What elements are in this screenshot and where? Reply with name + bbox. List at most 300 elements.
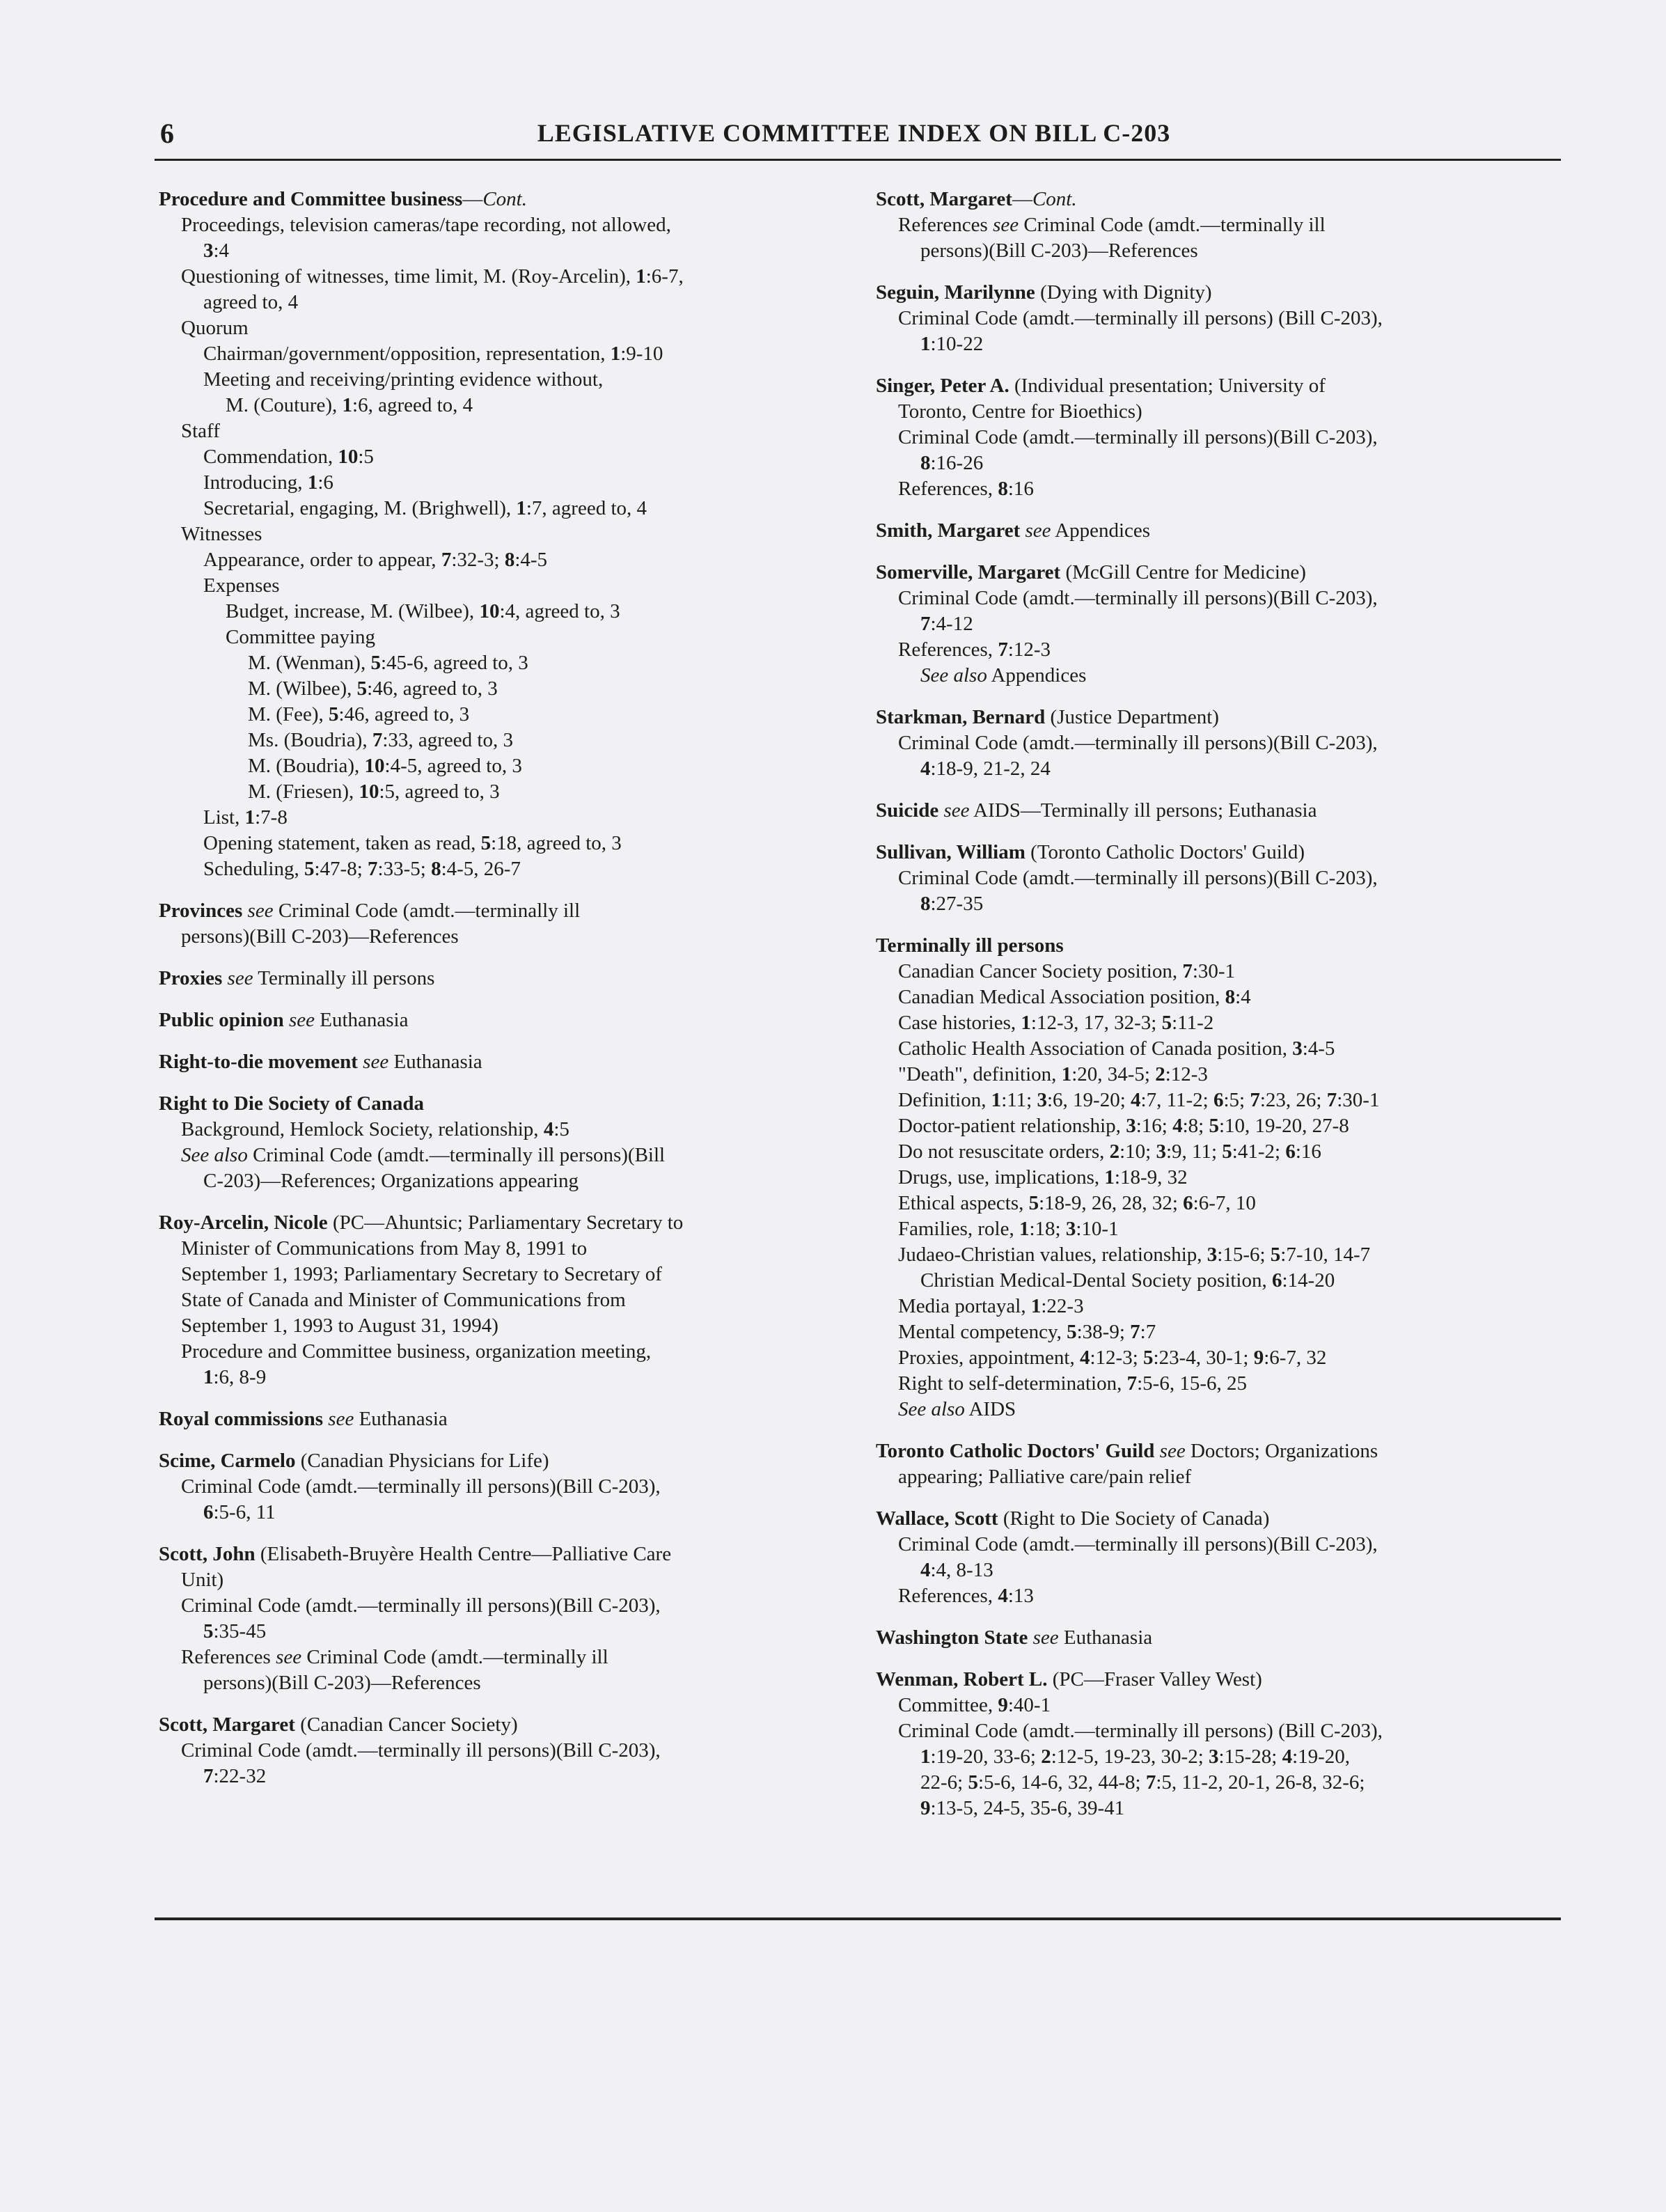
text-segment [938,799,943,822]
bold-text: 7 [1182,960,1193,982]
bold-text: 9 [920,1797,931,1819]
text-segment: :8; [1182,1115,1209,1137]
text-segment: Doctor-patient relationship, [898,1115,1126,1137]
index-subentry-line [159,702,855,728]
text-segment: :47-8; [314,858,368,880]
bold-text: 5 [1028,1192,1039,1214]
text-segment: 22-6; [920,1771,968,1794]
text-segment: Criminal Code (amdt.—terminally ill persons)(Bill C-203), [181,1475,661,1498]
text-segment: — [462,188,483,210]
text-segment: :5 [553,1118,569,1140]
bold-text: Terminally ill persons [876,934,1064,957]
text-segment [1154,1440,1159,1462]
index-subentry-line [159,341,855,367]
index-subentry-line [876,1796,1572,1821]
text-segment: :18, agreed to, 3 [491,832,622,854]
bold-text: 1 [203,1366,214,1388]
index-entry [159,187,855,882]
text-segment: :6 [317,471,333,494]
bold-text: 1 [342,394,353,416]
index-subentry-line [159,393,855,418]
text-segment: Toronto, Centre for Bioethics) [898,400,1142,423]
text-segment: (Canadian Cancer Society) [294,1713,518,1736]
bold-text: 7 [203,1765,214,1787]
text-segment: :33, agreed to, 3 [382,729,513,751]
text-segment: :7-10, 14-7 [1280,1244,1371,1266]
index-subentry-line [159,418,855,444]
index-subentry-line [159,238,855,264]
bold-text: 7 [1126,1372,1138,1395]
text-segment: :5, 11-2, 20-1, 26-8, 32-6; [1156,1771,1365,1794]
index-subentry-line [876,238,1572,264]
index-subentry-line [876,1693,1572,1718]
index-entry [159,1049,855,1075]
text-segment: :22-3 [1041,1295,1084,1317]
italic-text: see [247,900,274,922]
index-subentry-line [159,1764,855,1789]
bold-text: Right to Die Society of Canada [159,1092,425,1115]
text-segment: Criminal Code (amdt.—terminally ill persons)(Bill C-203), [898,1533,1378,1555]
text-segment: References, [898,478,998,500]
index-entry-heading-line [876,373,1572,399]
index-entry-heading-line [876,1506,1572,1532]
text-segment: persons)(Bill C-203)—References [181,925,459,948]
index-entry [159,1542,855,1696]
bold-text: 4 [920,1559,931,1581]
text-segment: :6, 8-9 [213,1366,267,1388]
index-column-left [159,187,855,1805]
bold-text: 6 [1272,1269,1282,1292]
index-subentry-line [876,637,1572,663]
bold-text: 7 [1145,1771,1156,1794]
text-segment: Budget, increase, M. (Wilbee), [226,600,480,622]
text-segment: :4 [213,240,230,262]
index-entry-heading-line [159,1448,855,1474]
index-entry [876,1506,1572,1609]
index-subentry-line [159,573,855,599]
text-segment: Criminal Code (amdt.—terminally ill persons)(Bill C-203), [898,587,1378,609]
text-segment: :7, agreed to, 4 [526,497,647,519]
index-subentry-line [159,212,855,238]
index-subentry-line [159,676,855,702]
bold-text: 3 [1209,1746,1219,1768]
index-subentry-line [159,315,855,341]
text-segment: Canadian Cancer Society position, [898,960,1183,982]
text-segment: — [1012,188,1032,210]
text-segment: :11; [1001,1089,1037,1111]
index-subentry-line [159,753,855,779]
bold-text: 9 [998,1694,1008,1716]
text-segment: Families, role, [898,1218,1019,1240]
index-subentry-line [876,1062,1572,1088]
text-segment: :9-10 [620,343,663,365]
bold-text: 1 [516,497,526,519]
index-entry [159,1210,855,1390]
bold-text: 1 [244,806,256,829]
index-subentry-line [876,985,1572,1010]
text-segment: (Justice Department) [1045,706,1219,728]
text-segment: (PC—Fraser Valley West) [1047,1668,1262,1691]
text-segment: :16 [1295,1140,1321,1163]
index-entry [159,1091,855,1194]
text-segment: :12-3; [1090,1347,1144,1369]
text-segment: M. (Boudria), [248,755,365,777]
text-segment: :18-9, 26, 28, 32; [1039,1192,1184,1214]
text-segment: M. (Couture), [226,394,343,416]
bold-text: 3 [1065,1218,1076,1240]
text-segment: Secretarial, engaging, M. (Brighwell), [203,497,517,519]
text-segment: :5 [358,446,374,468]
bold-text: 7 [372,729,383,751]
bold-text: Sullivan, William [876,841,1025,863]
index-subentry-line [876,1191,1572,1216]
text-segment: :6-7, 32 [1264,1347,1327,1369]
index-entry [876,187,1572,264]
text-segment [242,900,247,922]
text-segment: Expenses [203,574,280,597]
text-segment: (Elisabeth-Bruyère Health Centre—Palliative Care [255,1543,672,1565]
bold-text: 7 [441,549,452,571]
text-segment: Appendices [1051,519,1151,542]
bold-text: 7 [368,858,378,880]
bold-text: 1 [920,1746,931,1768]
index-entry-heading-line [159,1007,855,1033]
index-subentry-line [876,865,1572,891]
text-segment: Appearance, order to appear, [203,549,441,571]
bold-text: 1 [636,265,646,288]
bold-text: Public opinion [159,1009,284,1031]
index-entry-heading-line [159,1210,855,1236]
page-header-title: LEGISLATIVE COMMITTEE INDEX ON BILL C-203 [537,119,1171,147]
index-entry [876,518,1572,544]
italic-text: see [993,214,1019,236]
italic-text: see [328,1408,354,1430]
bold-text: 3 [203,240,214,262]
text-segment: Definition, [898,1089,991,1111]
index-subentry-line [159,924,855,950]
text-segment: Terminally ill persons [253,967,435,989]
index-subentry-line [876,1397,1572,1422]
bold-text: 7 [998,638,1008,661]
bold-text: Scime, Carmelo [159,1450,296,1472]
text-segment: :7, 11-2; [1140,1089,1213,1111]
text-segment: :45-6, agreed to, 3 [380,652,528,674]
index-entry [876,705,1572,782]
italic-text: See also [181,1144,248,1166]
index-subentry-line [159,1619,855,1645]
index-entry-heading-line [876,518,1572,544]
index-subentry-line [159,1287,855,1313]
index-entry-heading-line [876,705,1572,730]
bold-text: Wallace, Scott [876,1507,998,1530]
index-subentry-line [159,1143,855,1168]
text-segment: :35-45 [213,1620,267,1642]
bold-text: 5 [203,1620,214,1642]
text-segment: C-203)—References; Organizations appearing [203,1170,579,1192]
text-segment: :46, agreed to, 3 [338,703,470,725]
index-subentry-line [159,650,855,676]
index-subentry-line [876,399,1572,425]
bold-text: 9 [1253,1347,1264,1369]
text-segment: appearing; Palliative care/pain relief [898,1466,1192,1488]
text-segment: Case histories, [898,1012,1021,1034]
text-segment: :6-7, 10 [1193,1192,1256,1214]
bold-text: 4 [998,1585,1008,1607]
index-subentry-line [159,547,855,573]
bold-text: 6 [1285,1140,1296,1163]
text-segment: :6, agreed to, 4 [352,394,473,416]
index-entry [876,933,1572,1422]
bold-text: 6 [1183,1192,1193,1214]
bold-text: 2 [1155,1063,1165,1085]
text-segment: :9, 11; [1165,1140,1223,1163]
text-segment: :10, 19-20, 27-8 [1218,1115,1349,1137]
text-segment: Criminal Code (amdt.—terminally ill persons)(Bill C-203), [181,1594,661,1617]
text-segment: Euthanasia [1058,1626,1153,1649]
index-entry [876,1625,1572,1651]
text-segment: :16-26 [930,452,984,474]
text-segment: M. (Wilbee), [248,677,357,700]
bold-text: 6 [1213,1089,1224,1111]
italic-text: Cont. [1032,188,1077,210]
page-number: 6 [160,118,174,149]
bold-text: 1 [1030,1295,1042,1317]
bold-text: Proxies [159,967,223,989]
bold-text: 2 [1109,1140,1120,1163]
italic-text: see [363,1051,389,1073]
text-segment: :12-3 [1007,638,1051,661]
index-subentry-line [876,1371,1572,1397]
text-segment: :13-5, 24-5, 35-6, 39-41 [930,1797,1125,1819]
index-subentry-line [876,586,1572,611]
bold-text: Procedure and Committee business [159,188,463,210]
text-segment: :18-9, 32 [1114,1166,1188,1189]
index-subentry-line [159,290,855,315]
index-subentry-line [876,1583,1572,1609]
bold-text: 4 [543,1118,554,1140]
text-segment: (Canadian Physicians for Life) [295,1450,549,1472]
index-subentry-line [876,1319,1572,1345]
text-segment: Scheduling, [203,858,304,880]
bold-text: Toronto Catholic Doctors' Guild [876,1440,1155,1462]
text-segment: :11-2 [1172,1012,1214,1034]
text-segment: :4-5, agreed to, 3 [384,755,522,777]
text-segment: Chairman/government/opposition, representation, [203,343,611,365]
header-rule [155,159,1561,161]
text-segment: :23-4, 30-1; [1153,1347,1254,1369]
index-subentry-line [876,1268,1572,1294]
bold-text: 10 [338,446,359,468]
text-segment: Witnesses [181,523,262,545]
index-subentry-line [876,730,1572,756]
index-subentry-line [876,331,1572,357]
text-segment: :32-3; [451,549,505,571]
index-subentry-line [159,1474,855,1500]
bold-text: 1 [1061,1063,1072,1085]
text-segment: AIDS—Terminally ill persons; Euthanasia [969,799,1317,822]
text-segment: :7-8 [255,806,288,829]
text-segment: :33-5; [377,858,432,880]
text-segment: Procedure and Committee business, organization meeting, [181,1340,652,1363]
bold-text: Scott, John [159,1543,256,1565]
text-segment: Unit) [181,1569,224,1591]
bold-text: 7 [1250,1089,1260,1111]
italic-text: See also [920,664,987,687]
bold-text: Roy-Arcelin, Nicole [159,1211,328,1234]
italic-text: see [943,799,970,822]
index-entry [159,1007,855,1033]
index-entry-heading-line [159,1091,855,1117]
bold-text: 7 [920,613,931,635]
index-subentry-line [159,1567,855,1593]
bold-text: 7 [1130,1321,1140,1343]
bold-text: 5 [1067,1321,1077,1343]
text-segment: :16 [1007,478,1034,500]
index-subentry-line [159,521,855,547]
text-segment: Ms. (Boudria), [248,729,372,751]
index-entry [876,840,1572,917]
index-subentry-line [876,1216,1572,1242]
text-segment: :10-22 [930,333,984,355]
italic-text: see [1025,519,1051,542]
bold-text: 5 [1270,1244,1281,1266]
text-segment: Christian Medical-Dental Society position, [920,1269,1272,1292]
index-subentry-line [876,1088,1572,1113]
text-segment: Canadian Medical Association position, [898,986,1225,1008]
text-segment: State of Canada and Minister of Communications from [181,1289,626,1311]
index-subentry-line [876,1464,1572,1490]
text-segment: :5-6, 11 [213,1501,276,1523]
text-segment: Drugs, use, implications, [898,1166,1105,1189]
text-segment [222,967,227,989]
text-segment: Appendices [987,664,1087,687]
index-entry [159,966,855,991]
italic-text: see [1032,1626,1059,1649]
index-entry [876,560,1572,689]
index-entry-heading-line [159,1542,855,1567]
text-segment: :19-20, 33-6; [930,1746,1042,1768]
text-segment: :4-5 [1302,1037,1335,1060]
index-entry-heading-line [876,560,1572,586]
text-segment: List, [203,806,245,829]
bold-text: 1 [1104,1166,1115,1189]
text-segment: Catholic Health Association of Canada position, [898,1037,1293,1060]
text-segment: :4, 8-13 [930,1559,993,1581]
text-segment: Staff [181,420,220,442]
text-segment: Euthanasia [388,1051,482,1073]
index-entry-heading-line [159,966,855,991]
italic-text: see [227,967,253,989]
index-entry-heading-line [159,898,855,924]
bold-text: 5 [356,677,368,700]
index-subentry-line [159,856,855,882]
bold-text: 8 [920,893,931,915]
index-subentry-line [876,476,1572,502]
index-subentry-line [159,625,855,650]
bold-text: 5 [968,1771,978,1794]
bold-text: 10 [359,781,379,803]
text-segment: :40-1 [1007,1694,1051,1716]
index-entry [876,373,1572,502]
text-segment: Proceedings, television cameras/tape recording, not allowed, [181,214,671,236]
index-entry [159,1406,855,1432]
index-subentry-line [159,728,855,753]
text-segment: :4-5, 26-7 [441,858,521,880]
italic-text: see [288,1009,315,1031]
bold-text: 5 [304,858,315,880]
text-segment: M. (Friesen), [248,781,359,803]
bold-text: 8 [998,478,1008,500]
text-segment: (PC—Ahuntsic; Parliamentary Secretary to [327,1211,684,1234]
bold-text: Somerville, Margaret [876,561,1061,583]
text-segment: :6, 19-20; [1047,1089,1131,1111]
bold-text: 5 [1209,1115,1219,1137]
bold-text: 1 [1019,1218,1030,1240]
text-segment: :38-9; [1076,1321,1131,1343]
text-segment: (Individual presentation; University of [1009,375,1326,397]
bold-text: Suicide [876,799,939,822]
bold-text: Washington State [876,1626,1028,1649]
bold-text: 5 [1161,1012,1172,1034]
text-segment: (McGill Centre for Medicine) [1060,561,1306,583]
index-entry-heading-line [876,840,1572,865]
text-segment: :22-32 [213,1765,267,1787]
index-subentry-line [159,1168,855,1194]
text-segment: Ethical aspects, [898,1192,1029,1214]
text-segment: Criminal Code (amdt.—terminally ill persons)(Bill [247,1144,666,1166]
text-segment: "Death", definition, [898,1063,1062,1085]
index-entry-heading-line [876,798,1572,824]
bold-text: Royal commissions [159,1408,324,1430]
index-subentry-line [159,1365,855,1390]
text-segment: Criminal Code (amdt.—terminally ill persons)(Bill C-203), [898,732,1378,754]
italic-text: see [276,1646,302,1668]
text-segment: Minister of Communications from May 8, 1991 to [181,1237,588,1260]
text-segment: :5-6, 14-6, 32, 44-8; [977,1771,1146,1794]
bold-text: Starkman, Bernard [876,706,1046,728]
index-subentry-line [876,1139,1572,1165]
footer-rule [155,1917,1561,1920]
text-segment: Criminal Code (amdt.—terminally ill persons)(Bill C-203), [898,426,1378,448]
index-subentry-line [159,264,855,290]
text-segment: persons)(Bill C-203)—References [203,1672,481,1694]
bold-text: 7 [1326,1089,1337,1111]
text-segment: :46, agreed to, 3 [367,677,498,700]
text-segment: Criminal Code (amdt.—terminally ill persons) (Bill C-203), [898,307,1383,329]
index-entry-heading-line [159,1406,855,1432]
text-segment: Criminal Code (amdt.—terminally ill [301,1646,608,1668]
text-segment: Media portayal, [898,1295,1031,1317]
index-entry [159,898,855,950]
index-subentry-line [159,1738,855,1764]
bold-text: 8 [1225,986,1236,1008]
text-segment: :12-5, 19-23, 30-2; [1051,1746,1209,1768]
index-subentry-line [876,1113,1572,1139]
text-segment: :20, 34-5; [1071,1063,1156,1085]
text-segment: Mental competency, [898,1321,1067,1343]
index-entry-heading-line [159,1712,855,1738]
text-segment: References, [898,1585,998,1607]
bold-text: 3 [1292,1037,1303,1060]
bold-text: 3 [1207,1244,1218,1266]
index-subentry-line [159,444,855,470]
index-subentry-line [159,1593,855,1619]
bold-text: 6 [203,1501,214,1523]
bold-text: 5 [328,703,339,725]
text-segment: :41-2; [1232,1140,1286,1163]
text-segment: :30-1 [1192,960,1236,982]
index-subentry-line [876,450,1572,476]
